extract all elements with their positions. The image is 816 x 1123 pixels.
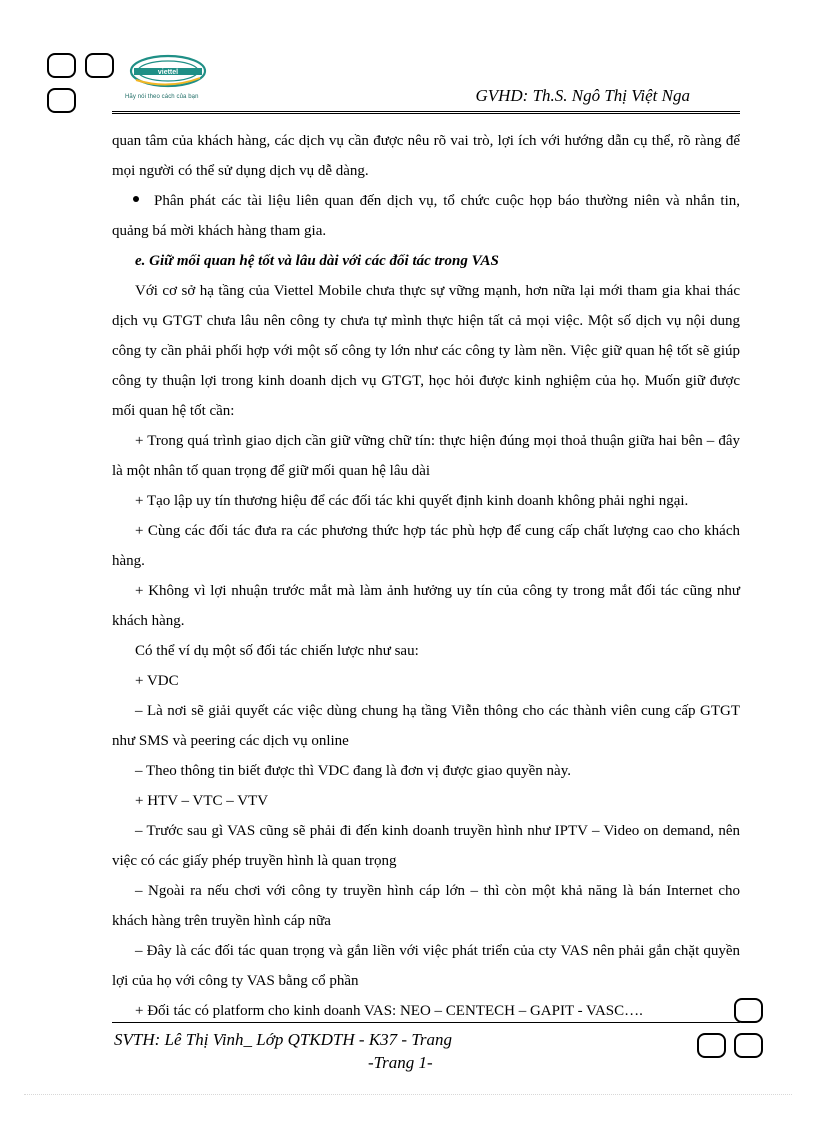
corner-box-bottom-right-2 [697, 1033, 726, 1058]
header-supervisor: GVHD: Th.S. Ngô Thị Việt Nga [475, 86, 690, 105]
paragraph-cable-internet: – Ngoài ra nếu chơi với công ty truyền hình cáp lớn – thì còn một khả năng là bán Internet cho khách hàng trên truyền hình cáp nữa [112, 883, 740, 929]
paragraph-profit: + Không vì lợi nhuận trước mắt mà làm ảnh hưởng uy tín của công ty trong mắt đối tác cũng như khách hàng. [112, 583, 740, 629]
corner-box-top-left-1 [47, 53, 76, 78]
paragraph-brand-reputation: + Tạo lập uy tín thương hiệu để các đối tác khi quyết định kinh doanh không phải nghi ngại. [135, 493, 689, 509]
paragraph-infrastructure: Với cơ sở hạ tầng của Viettel Mobile chưa thực sự vững mạnh, hơn nữa lại mới tham gia khai thác dịch vụ GTGT chưa lâu nên công ty chưa tự mình thực hiện tất cả mọi việc. Một số dịch vụ nội dung công ty cần phải phối hợp với một số công ty lớn như các công ty làm nền. Việc giữ quan hệ tốt sẽ giúp công ty thuận lợi trong kinh doanh dịch vụ GTGT, học hỏi được kinh nghiệm của họ. Muốn giữ được mối quan hệ tốt cần: [112, 283, 740, 419]
logo-brand: viettel [157, 69, 179, 76]
viettel-logo-mark-icon [122, 50, 234, 94]
viettel-logo [122, 50, 234, 106]
paragraph-vdc: + VDC [135, 673, 179, 689]
bullet-text: Phân phát các tài liệu liên quan đến dịch vụ, tổ chức cuộc họp báo thường niên và nhắn tin, quảng bá mời khách hàng tham gia. [112, 193, 740, 239]
paragraph-iptv: – Trước sau gì VAS cũng sẽ phải đi đến kinh doanh truyền hình như IPTV – Video on demand, nên việc có các giấy phép truyền hình là quan trọng [112, 823, 740, 869]
paragraph-vdc-authority: – Theo thông tin biết được thì VDC đang là đơn vị được giao quyền này. [135, 763, 571, 779]
paragraph-strategic-partners: Có thể ví dụ một số đối tác chiến lược như sau: [135, 643, 419, 659]
bullet-item-distribute-documents [112, 186, 740, 246]
paragraph-customer-interest: quan tâm của khách hàng, các dịch vụ cần được nêu rõ vai trò, lợi ích với hướng dẫn cụ thể, rõ ràng để mọi người có thể sử dụng dịch vụ dễ dàng. [112, 133, 740, 179]
paragraph-vdc-infrastructure: – Là nơi sẽ giải quyết các việc dùng chung hạ tầng Viễn thông cho các thành viên cung cấp GTGT như SMS và peering các dịch vụ online [112, 703, 740, 749]
logo-tagline: Hãy nói theo cách của bạn [125, 94, 199, 100]
document-body [112, 126, 740, 1026]
paragraph-television: + HTV – VTC – VTV [135, 793, 269, 809]
section-heading-partners: e. Giữ mối quan hệ tốt và lâu dài với các đối tác trong VAS [135, 253, 499, 269]
paragraph-trust: + Trong quá trình giao dịch cần giữ vững chữ tín: thực hiện đúng mọi thoả thuận giữa hai bên – đây là một nhân tố quan trọng để giữ mối quan hệ lâu dài [112, 433, 740, 479]
corner-box-top-left-3 [47, 88, 76, 113]
footer-rule [112, 1022, 740, 1023]
paragraph-platform-partners: + Đối tác có platform cho kinh doanh VAS: NEO – CENTECH – GAPIT - VASC…. [135, 1003, 643, 1019]
header-rule-bottom [112, 113, 740, 114]
bullet-dot-icon [133, 196, 139, 202]
paragraph-shareholding: – Đây là các đối tác quan trọng và gắn liền với việc phát triển của cty VAS nên phải gắn chặt quyền lợi của họ với công ty VAS bằng cổ phần [112, 943, 740, 989]
footer-page-number: -Trang 1- [368, 1053, 433, 1072]
footer-student-info: SVTH: Lê Thị Vinh_ Lớp QTKDTH - K37 - Trang [114, 1030, 452, 1049]
corner-box-bottom-right-3 [734, 1033, 763, 1058]
paragraph-cooperation: + Cùng các đối tác đưa ra các phương thức hợp tác phù hợp để cung cấp chất lượng cao cho khách hàng. [112, 523, 740, 569]
corner-box-bottom-right-1 [734, 998, 763, 1023]
page-bottom-border [24, 1094, 792, 1095]
corner-box-top-left-2 [85, 53, 114, 78]
header-rule-top [112, 111, 740, 112]
